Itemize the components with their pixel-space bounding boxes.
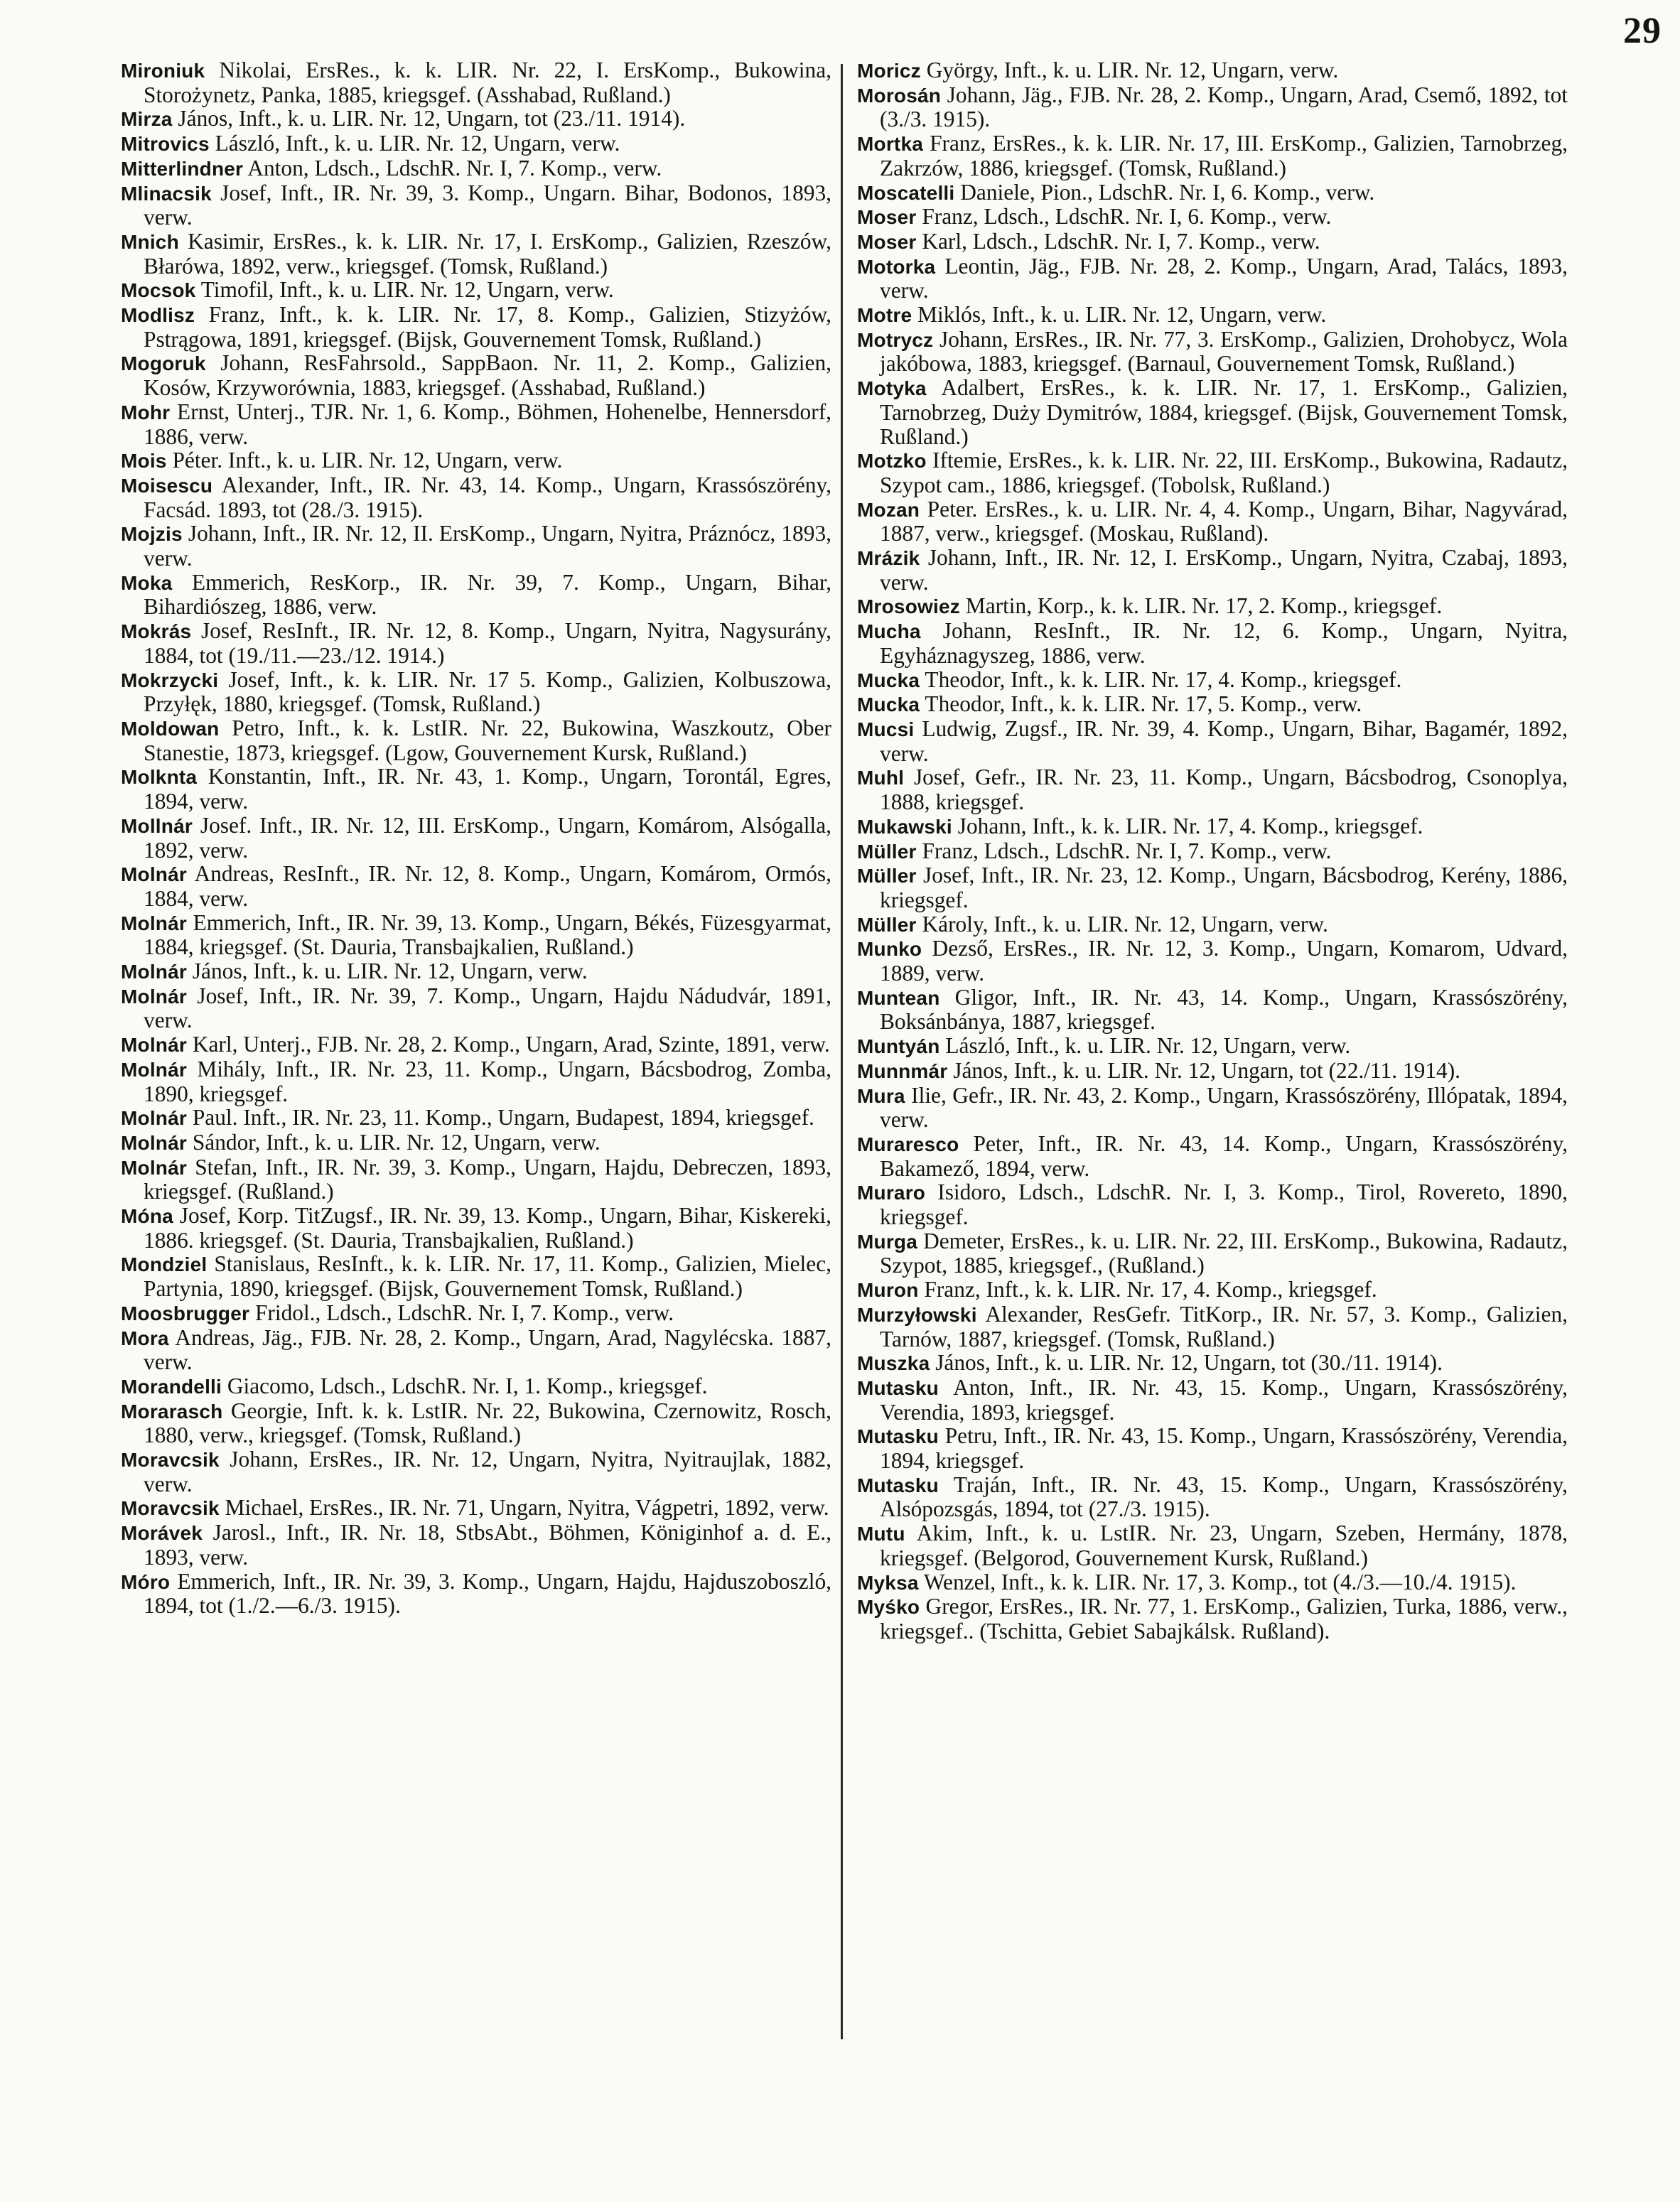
entry-details: János, Inft., k. u. LIR. Nr. 12, Ungarn, verw.: [186, 959, 588, 984]
entry-surname: Muntean: [857, 986, 940, 1009]
entry-surname: Muraro: [857, 1182, 926, 1204]
entry-surname: Mutasku: [857, 1376, 939, 1399]
entry-surname: Motzko: [857, 450, 927, 473]
entry-surname: Motorka: [857, 255, 936, 278]
entry-details: Sándor, Inft., k. u. LIR. Nr. 12, Ungarn, verw.: [186, 1129, 601, 1155]
list-entry: [121, 1374, 831, 1399]
list-entry: [857, 912, 1568, 937]
list-entry: [121, 911, 831, 959]
list-entry: [121, 1032, 831, 1057]
list-entry: [857, 1473, 1568, 1521]
entry-surname: Mohr: [121, 401, 171, 423]
entry-details: Franz, Inft., k. k. LIR. Nr. 17, 8. Komp., Galizien, Stizyżów, Pstrągowa, 1891, kriegsgef. (Bijsk, Gouvernement Tomsk, Rußland.): [144, 302, 831, 352]
list-entry: [857, 839, 1568, 864]
list-entry: [121, 230, 831, 278]
entry-surname: Molnár: [121, 1156, 187, 1179]
entry-surname: Motrycz: [857, 328, 934, 351]
entry-details: Josef, Gefr., IR. Nr. 23, 11. Komp., Ungarn, Bácsbodrog, Csonoplya, 1888, kriegsgef.: [880, 765, 1568, 815]
entry-details: Josef, Inft., IR. Nr. 39, 7. Komp., Ungarn, Hajdu Nádudvár, 1891, verw.: [144, 983, 831, 1033]
entry-surname: Molnár: [121, 1107, 187, 1130]
list-entry: [857, 594, 1568, 619]
entry-details: Fridol., Ldsch., LdschR. Nr. I, 7. Komp., verw.: [249, 1300, 674, 1325]
list-entry: [857, 692, 1568, 717]
entry-surname: Mnich: [121, 230, 179, 253]
list-entry: [121, 58, 831, 107]
list-entry: [857, 1351, 1568, 1376]
entry-surname: Mitterlindner: [121, 157, 244, 180]
entry-surname: Molnár: [121, 1131, 187, 1154]
entry-surname: Mitrovics: [121, 133, 210, 156]
entry-details: Dezső, ErsRes., IR. Nr. 12, 3. Komp., Ungarn, Komarom, Udvard, 1889, verw.: [880, 936, 1568, 986]
entry-surname: Moser: [857, 206, 917, 229]
entry-surname: Molnár: [121, 863, 187, 886]
entry-surname: Myksa: [857, 1571, 919, 1594]
list-entry: [857, 497, 1568, 546]
list-entry: [857, 83, 1568, 131]
entry-surname: Mrázik: [857, 547, 920, 570]
entry-surname: Munnmár: [857, 1059, 948, 1082]
list-entry: [857, 619, 1568, 667]
entry-details: Josef, Korp. TitZugsf., IR. Nr. 39, 13. Komp., Ungarn, Bihar, Kiskereki, 1886. kriegsgef. (St. Dauria, Transbajkalien, Rußland.): [144, 1203, 831, 1253]
entry-details: Ilie, Gefr., IR. Nr. 43, 2. Komp., Ungarn, Krassószörény, Illópatak, 1894, verw.: [880, 1082, 1568, 1133]
list-entry: [121, 181, 831, 230]
list-entry: [121, 1106, 831, 1130]
entry-details: Leontin, Jäg., FJB. Nr. 28, 2. Komp., Ungarn, Arad, Talács, 1893, verw.: [880, 253, 1568, 303]
entry-details: László, Inft., k. u. LIR. Nr. 12, Ungarn, verw.: [209, 131, 620, 156]
list-entry: [857, 1132, 1568, 1180]
entry-surname: Mucka: [857, 669, 920, 691]
entry-surname: Mutasku: [857, 1425, 939, 1448]
list-entry: [121, 1326, 831, 1374]
entry-surname: Molnár: [121, 961, 187, 983]
list-entry: [121, 473, 831, 522]
entry-surname: Munko: [857, 938, 922, 961]
entry-details: Peter. ErsRes., k. u. LIR. Nr. 4, 4. Komp., Ungarn, Bihar, Nagyvárad, 1887, verw., kriegsgef. (Moskau, Rußland).: [880, 496, 1568, 546]
list-entry: [857, 230, 1568, 254]
list-entry: [121, 1204, 831, 1252]
entry-details: Franz, Ldsch., LdschR. Nr. I, 6. Komp., verw.: [916, 204, 1332, 230]
list-entry: [857, 765, 1568, 814]
entry-surname: Mojzis: [121, 523, 183, 546]
entry-surname: Moosbrugger: [121, 1302, 250, 1324]
list-entry: [857, 1059, 1568, 1084]
entry-details: Adalbert, ErsRes., k. k. LIR. Nr. 17, 1. ErsKomp., Galizien, Tarnobrzeg, Duży Dymitrów, 1884, kriegsgef. (Bijsk, Gouvernement Tomsk, Rußland.): [880, 375, 1568, 449]
list-entry: [121, 1521, 831, 1569]
list-entry: [857, 328, 1568, 376]
entry-details: Konstantin, Inft., IR. Nr. 43, 1. Komp., Ungarn, Torontál, Egres, 1894, verw.: [144, 764, 831, 814]
entry-details: Emmerich, Inft., IR. Nr. 39, 13. Komp., Ungarn, Békés, Füzesgyarmat, 1884, kriegsgef. (St. Dauria, Transbajkalien, Rußland.): [144, 910, 831, 960]
entry-details: Paul. Inft., IR. Nr. 23, 11. Komp., Ungarn, Budapest, 1894, kriegsgef.: [186, 1105, 814, 1130]
entry-details: Timofil, Inft., k. u. LIR. Nr. 12, Ungarn, verw.: [195, 277, 614, 303]
entry-surname: Mora: [121, 1327, 169, 1349]
entry-surname: Motyka: [857, 377, 927, 400]
entry-surname: Mirza: [121, 108, 173, 131]
entry-surname: Mlinacsik: [121, 182, 212, 205]
entry-details: Michael, ErsRes., IR. Nr. 71, Ungarn, Nyitra, Vágpetri, 1892, verw.: [219, 1495, 829, 1521]
list-entry: [857, 546, 1568, 594]
list-entry: [121, 156, 831, 181]
entry-details: Iftemie, ErsRes., k. k. LIR. Nr. 22, III. ErsKomp., Bukowina, Radautz, Szypot cam., 1886, kriegsgef. (Tobolsk, Rußland.): [880, 448, 1568, 497]
entry-surname: Motre: [857, 304, 912, 327]
list-entry: [121, 522, 831, 570]
entry-surname: Moravcsik: [121, 1449, 220, 1472]
entry-details: Johann, ErsRes., IR. Nr. 12, Ungarn, Nyitra, Nyitraujlak, 1882, verw.: [144, 1447, 831, 1496]
entry-surname: Mutu: [857, 1523, 905, 1545]
entry-details: Kasimir, ErsRes., k. k. LIR. Nr. 17, I. ErsKomp., Galizien, Rzeszów, Błarówa, 1892, verw., kriegsgef. (Tomsk, Rußland.): [144, 228, 831, 279]
entry-surname: Mironiuk: [121, 60, 205, 82]
list-entry: [121, 131, 831, 156]
entry-details: Mihály, Inft., IR. Nr. 23, 11. Komp., Ungarn, Bácsbodrog, Zomba, 1890, kriegsgef.: [144, 1056, 831, 1106]
entry-details: Alexander, Inft., IR. Nr. 43, 14. Komp., Ungarn, Krassószörény, Facsád. 1893, tot (28./3. 1915).: [144, 472, 831, 522]
list-entry: [857, 1570, 1568, 1595]
entry-surname: Molnár: [121, 985, 187, 1008]
entry-surname: Moka: [121, 571, 173, 594]
entry-surname: Molnár: [121, 912, 187, 934]
entry-details: Ernst, Unterj., TJR. Nr. 1, 6. Komp., Böhmen, Hohenelbe, Hennersdorf, 1886, verw.: [144, 399, 831, 449]
entry-details: János, Inft., k. u. LIR. Nr. 12, Ungarn, tot (30./11. 1914).: [930, 1350, 1443, 1376]
entry-surname: Moscatelli: [857, 181, 955, 204]
list-entry: [121, 765, 831, 813]
list-entry: [857, 1376, 1568, 1424]
entry-details: Johann, Inft., k. k. LIR. Nr. 17, 4. Komp., kriegsgef.: [952, 813, 1423, 838]
entry-surname: Moravcsik: [121, 1497, 220, 1520]
list-entry: [121, 1252, 831, 1300]
entry-details: Petro, Inft., k. k. LstIR. Nr. 22, Bukowina, Waszkoutz, Ober Stanestie, 1873, kriegsgef. (Lgow, Gouvernement Kursk, Rußland.): [144, 715, 831, 765]
list-entry: [857, 376, 1568, 448]
entry-details: Miklós, Inft., k. u. LIR. Nr. 12, Ungarn, verw.: [912, 302, 1327, 328]
list-entry: [857, 58, 1568, 83]
entry-surname: Mokrás: [121, 620, 192, 643]
entry-surname: Murzyłowski: [857, 1303, 977, 1326]
entry-details: Emmerich, Inft., IR. Nr. 39, 3. Komp., Ungarn, Hajdu, Hajduszoboszló, 1894, tot (1./2.—6./3. 1915).: [144, 1568, 831, 1619]
entry-details: Nikolai, ErsRes., k. k. LIR. Nr. 22, I. ErsKomp., Bukowina, Storożynetz, Panka, 1885, kriegsgef. (Asshabad, Rußland.): [144, 58, 831, 107]
entry-details: Theodor, Inft., k. k. LIR. Nr. 17, 5. Komp., verw.: [920, 691, 1362, 717]
list-entry: [121, 571, 831, 619]
entry-surname: Murga: [857, 1230, 917, 1253]
entry-surname: Morarasch: [121, 1400, 223, 1423]
entry-details: Karl, Unterj., FJB. Nr. 28, 2. Komp., Ungarn, Arad, Szinte, 1891, verw.: [186, 1032, 830, 1057]
entry-surname: Mokrzycki: [121, 669, 219, 691]
list-entry: [121, 1570, 831, 1618]
entry-details: Giacomo, Ldsch., LdschR. Nr. I, 1. Komp., kriegsgef.: [222, 1373, 708, 1398]
entry-surname: Modlisz: [121, 304, 195, 327]
list-entry: [857, 863, 1568, 912]
entry-details: Josef, Inft., k. k. LIR. Nr. 17 5. Komp., Galizien, Kolbuszowa, Przyłęk, 1880, kriegsgef. (Tomsk, Rußland.): [144, 666, 831, 717]
entry-surname: Moisescu: [121, 474, 213, 497]
list-entry: [121, 1155, 831, 1204]
list-entry: [857, 1180, 1568, 1229]
entry-surname: Moldowan: [121, 717, 220, 740]
entry-details: Traján, Inft., IR. Nr. 43, 15. Komp., Ungarn, Krassószörény, Alsópozsgás, 1894, tot (27./3. 1915).: [880, 1472, 1568, 1522]
entry-surname: Mucsi: [857, 718, 915, 740]
entry-surname: Moser: [857, 230, 917, 253]
entry-details: Jarosl., Inft., IR. Nr. 18, StbsAbt., Böhmen, Königinhof a. d. E., 1893, verw.: [144, 1520, 831, 1570]
entry-details: Peter, Inft., IR. Nr. 43, 14. Komp., Ungarn, Krassószörény, Bakamező, 1894, verw.: [880, 1130, 1568, 1181]
entry-details: János, Inft., k. u. LIR. Nr. 12, Ungarn, tot (23./11. 1914).: [172, 106, 686, 131]
entry-surname: Móro: [121, 1570, 171, 1593]
entry-details: Josef, Inft., IR. Nr. 39, 3. Komp., Ungarn. Bihar, Bodonos, 1893, verw.: [144, 180, 831, 230]
entry-details: Johann, Jäg., FJB. Nr. 28, 2. Komp., Ungarn, Arad, Csemő, 1892, tot (3./3. 1915).: [880, 82, 1568, 132]
entry-details: Petru, Inft., IR. Nr. 43, 15. Komp., Ungarn, Krassószörény, Verendia, 1894, kriegsgef.: [880, 1423, 1568, 1474]
entry-surname: Morosán: [857, 84, 942, 107]
entry-surname: Mocsok: [121, 279, 196, 302]
entry-details: Isidoro, Ldsch., LdschR. Nr. I, 3. Komp., Tirol, Rovereto, 1890, kriegsgef.: [880, 1180, 1568, 1230]
list-entry: [121, 984, 831, 1032]
list-entry: [857, 254, 1568, 303]
entry-details: Anton, Inft., IR. Nr. 43, 15. Komp., Ungarn, Krassószörény, Verendia, 1893, kriegsgef.: [880, 1374, 1568, 1425]
list-entry: [857, 1594, 1568, 1643]
entry-details: Alexander, ResGefr. TitKorp., IR. Nr. 57, 3. Komp., Galizien, Tarnów, 1887, kriegsgef. (Tomsk, Rußland.): [880, 1301, 1568, 1351]
list-entry: [121, 303, 831, 351]
entry-details: Josef, Inft., IR. Nr. 23, 12. Komp., Ungarn, Bácsbodrog, Kerény, 1886, kriegsgef.: [880, 863, 1568, 912]
entry-surname: Mukawski: [857, 815, 952, 838]
entry-details: János, Inft., k. u. LIR. Nr. 12, Ungarn, tot (22./11. 1914).: [947, 1057, 1461, 1083]
entry-surname: Muraresco: [857, 1133, 959, 1155]
list-entry: [857, 1521, 1568, 1570]
list-entry: [121, 1447, 831, 1496]
entry-surname: Molnár: [121, 1058, 187, 1081]
list-entry: [121, 107, 831, 131]
list-entry: [121, 619, 831, 667]
entry-details: Anton, Ldsch., LdschR. Nr. I, 7. Komp., verw.: [243, 155, 662, 180]
entry-surname: Molnár: [121, 1034, 187, 1057]
entry-surname: Morandelli: [121, 1375, 222, 1398]
right-column: [857, 58, 1568, 1644]
entry-details: Martin, Korp., k. k. LIR. Nr. 17, 2. Komp., kriegsgef.: [959, 593, 1443, 619]
list-entry: [857, 1424, 1568, 1472]
entry-details: Emmerich, ResKorp., IR. Nr. 39, 7. Komp., Ungarn, Bihar, Bihardiószeg, 1886, verw.: [144, 569, 831, 620]
entry-surname: Muhl: [857, 767, 905, 789]
list-entry: [121, 1057, 831, 1106]
list-entry: [121, 1496, 831, 1521]
list-entry: [121, 351, 831, 399]
list-entry: [857, 668, 1568, 693]
entry-surname: Mura: [857, 1084, 905, 1107]
entry-surname: Mrosowiez: [857, 595, 960, 618]
entry-details: Johann, Inft., IR. Nr. 12, II. ErsKomp., Ungarn, Nyitra, Práznócz, 1893, verw.: [144, 521, 831, 571]
entry-details: László, Inft., k. u. LIR. Nr. 12, Ungarn, verw.: [939, 1033, 1351, 1059]
entry-surname: Müller: [857, 913, 917, 936]
list-entry: [121, 1130, 831, 1155]
entry-surname: Mogoruk: [121, 352, 206, 375]
list-entry: [121, 278, 831, 303]
entry-details: Andreas, ResInft., IR. Nr. 12, 8. Komp., Ungarn, Komárom, Ormós, 1884, verw.: [144, 861, 831, 911]
list-entry: [857, 303, 1568, 328]
entry-details: Franz, ErsRes., k. k. LIR. Nr. 17, III. ErsKomp., Galizien, Tarnobrzeg, Zakrzów, 1886, kriegsgef. (Tomsk, Rußland.): [880, 131, 1568, 180]
list-entry: [857, 1034, 1568, 1059]
entry-details: Wenzel, Inft., k. k. LIR. Nr. 17, 3. Komp., tot (4./3.—10./4. 1915).: [918, 1569, 1517, 1594]
list-entry: [121, 862, 831, 910]
entry-details: Theodor, Inft., k. k. LIR. Nr. 17, 4. Komp., kriegsgef.: [920, 666, 1402, 692]
entry-details: Georgie, Inft. k. k. LstIR. Nr. 22, Bukowina, Czernowitz, Rosch, 1880, verw., kriegsgef. (Tomsk, Rußland.): [144, 1398, 831, 1448]
list-entry: [857, 1229, 1568, 1278]
entry-details: Andreas, Jäg., FJB. Nr. 28, 2. Komp., Ungarn, Arad, Nagylécska. 1887, verw.: [144, 1324, 831, 1375]
entry-surname: Muszka: [857, 1352, 930, 1375]
entry-surname: Mollnár: [121, 814, 193, 837]
entry-details: Franz, Ldsch., LdschR. Nr. I, 7. Komp., verw.: [916, 838, 1332, 863]
list-entry: [857, 180, 1568, 205]
entry-surname: Müller: [857, 840, 917, 863]
entry-details: Stanislaus, ResInft., k. k. LIR. Nr. 17, 11. Komp., Galizien, Mielec, Partynia, 1890, kriegsgef. (Bijsk, Gouvernement Tomsk, Rußland.): [144, 1251, 831, 1302]
entry-surname: Mortka: [857, 133, 923, 156]
list-entry: [857, 814, 1568, 839]
list-entry: [857, 1302, 1568, 1351]
entry-details: Károly, Inft., k. u. LIR. Nr. 12, Ungarn, verw.: [916, 911, 1328, 937]
entry-details: Josef. Inft., IR. Nr. 12, III. ErsKomp., Ungarn, Komárom, Alsógalla, 1892, verw.: [144, 812, 831, 863]
entry-details: Demeter, ErsRes., k. u. LIR. Nr. 22, III. ErsKomp., Bukowina, Radautz, Szypot, 1885, kriegsgef., (Rußland.): [880, 1228, 1568, 1278]
list-entry: [857, 1278, 1568, 1302]
entry-surname: Myśko: [857, 1596, 920, 1619]
list-entry: [121, 1301, 831, 1326]
list-entry: [121, 448, 831, 473]
entry-details: Johann, Inft., IR. Nr. 12, I. ErsKomp., Ungarn, Nyitra, Czabaj, 1893, verw.: [880, 545, 1568, 595]
entry-details: Gregor, ErsRes., IR. Nr. 77, 1. ErsKomp., Galizien, Turka, 1886, verw., kriegsgef.. (Tschitta, Gebiet Sabajkálsk. Rußland).: [880, 1594, 1568, 1644]
list-entry: [857, 205, 1568, 230]
entry-surname: Molknta: [121, 766, 198, 789]
entry-details: Péter. Inft., k. u. LIR. Nr. 12, Ungarn, verw.: [166, 448, 563, 473]
entry-details: Franz, Inft., k. k. LIR. Nr. 17, 4. Komp., kriegsgef.: [918, 1277, 1377, 1302]
entry-details: Gligor, Inft., IR. Nr. 43, 14. Komp., Ungarn, Krassószörény, Boksánbánya, 1887, kriegsgef.: [880, 984, 1568, 1035]
entry-surname: Mois: [121, 450, 167, 473]
page-number: 29: [1623, 11, 1662, 51]
entry-surname: Müller: [857, 865, 917, 887]
list-entry: [121, 1399, 831, 1447]
entry-details: Johann, ResInft., IR. Nr. 12, 6. Komp., Ungarn, Nyitra, Egyháznagyszeg, 1886, verw.: [880, 618, 1568, 668]
column-divider: [841, 64, 843, 2039]
list-entry: [857, 937, 1568, 985]
entry-details: Josef, ResInft., IR. Nr. 12, 8. Komp., Ungarn, Nyitra, Nagysurány, 1884, tot (19./11.—23./12. 1914.): [144, 618, 831, 668]
list-entry: [857, 986, 1568, 1034]
entry-details: György, Inft., k. u. LIR. Nr. 12, Ungarn, verw.: [920, 58, 1339, 82]
entry-details: Akim, Inft., k. u. LstIR. Nr. 23, Ungarn, Szeben, Hermány, 1878, kriegsgef. (Belgorod, Gouvernement Kursk, Rußland.): [880, 1521, 1568, 1570]
entry-surname: Mucka: [857, 693, 920, 716]
entry-details: Johann, ResFahrsold., SappBaon. Nr. 11, 2. Komp., Galizien, Kosów, Krzyworównia, 1883, kriegsgef. (Asshabad, Rußland.): [144, 350, 831, 401]
list-entry: [857, 1084, 1568, 1132]
list-entry: [121, 814, 831, 862]
entry-details: Johann, ErsRes., IR. Nr. 77, 3. ErsKomp., Galizien, Drohobycz, Wola jakóbowa, 1883, kriegsgef. (Barnaul, Gouvernement Tomsk, Rußland.): [880, 326, 1568, 377]
list-entry: [121, 668, 831, 716]
entry-surname: Mucha: [857, 620, 921, 643]
left-column: [121, 58, 831, 1618]
list-entry: [121, 716, 831, 765]
list-entry: [857, 131, 1568, 180]
entry-details: Karl, Ldsch., LdschR. Nr. I, 7. Komp., verw.: [916, 228, 1320, 254]
entry-surname: Mutasku: [857, 1474, 939, 1496]
entry-surname: Mondziel: [121, 1253, 208, 1276]
list-entry: [121, 959, 831, 984]
entry-surname: Mozan: [857, 498, 920, 521]
list-entry: [121, 400, 831, 448]
entry-surname: Morávek: [121, 1522, 203, 1545]
entry-surname: Muntyán: [857, 1035, 940, 1058]
entry-details: Daniele, Pion., LdschR. Nr. I, 6. Komp., verw.: [954, 179, 1375, 205]
list-entry: [857, 448, 1568, 497]
list-entry: [857, 717, 1568, 765]
entry-surname: Moricz: [857, 60, 921, 82]
entry-details: Stefan, Inft., IR. Nr. 39, 3. Komp., Ungarn, Hajdu, Debreczen, 1893, kriegsgef. (Rußland.): [144, 1154, 831, 1204]
entry-surname: Muron: [857, 1279, 919, 1302]
entry-details: Ludwig, Zugsf., IR. Nr. 39, 4. Komp., Ungarn, Bihar, Bagamér, 1892, verw.: [880, 716, 1568, 766]
entry-surname: Móna: [121, 1205, 173, 1228]
